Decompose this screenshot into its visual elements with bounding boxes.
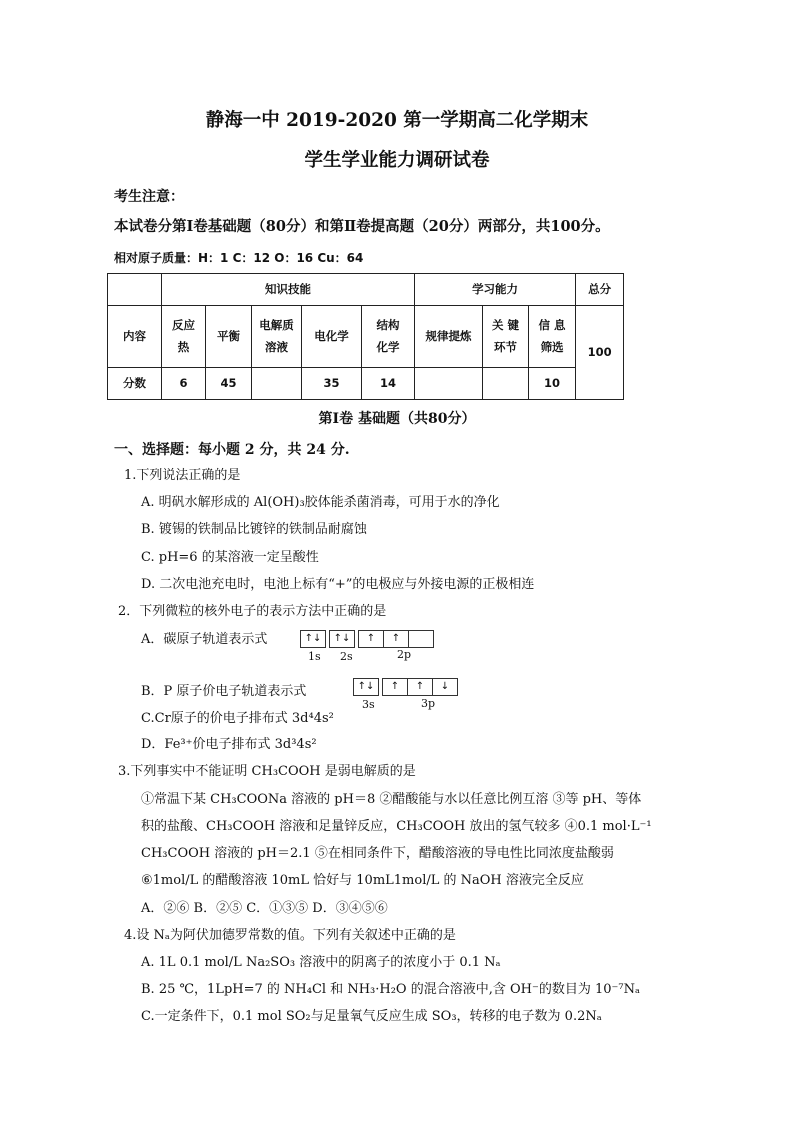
q3-line: 积的盐酸、CH₃COOH 溶液和足量锌反应，CH₃COOH 放出的氢气较多 ④0.1 mol·L⁻¹ bbox=[141, 819, 652, 834]
q1-stem: 1.下列说法正确的是 bbox=[124, 468, 241, 483]
q3-line: ①常温下某 CH₃COONa 溶液的 pH＝8 ②醋酸能与水以任意比例互溶 ③等 pH、等体 bbox=[141, 792, 642, 807]
orbital-box: ↓ bbox=[432, 678, 458, 696]
col-electrolyte: 电解质 溶液 bbox=[252, 306, 302, 368]
orbital-box: ↑↓ bbox=[300, 630, 326, 648]
score-info: 10 bbox=[529, 368, 576, 400]
notice-heading: 考生注意： bbox=[114, 189, 184, 205]
col-key: 关 键 环节 bbox=[483, 306, 529, 368]
q4-stem: 4.设 Nₐ为阿伏加德罗常数的值。下列有关叙述中正确的是 bbox=[124, 928, 456, 943]
score-rules bbox=[415, 368, 483, 400]
col-electrochem: 电化学 bbox=[302, 306, 362, 368]
q3-line: ⑥1mol/L 的醋酸溶液 10mL 恰好与 10mL1mol/L 的 NaOH 溶液完全反应 bbox=[141, 873, 584, 888]
score-key bbox=[483, 368, 529, 400]
orbital-label: 2p bbox=[397, 648, 412, 661]
q2-stem: 2．下列微粒的核外电子的表示方法中正确的是 bbox=[118, 604, 387, 619]
orbital-label: 3s bbox=[362, 698, 375, 711]
q3-stem: 3.下列事实中不能证明 CH₃COOH 是弱电解质的是 bbox=[118, 764, 416, 779]
exam-title: 静海一中 2019-2020 第一学期高二化学期末 bbox=[205, 110, 589, 131]
orbital-box: ↑ bbox=[382, 678, 408, 696]
orbital-box: ↑ bbox=[358, 630, 384, 648]
score-table bbox=[107, 273, 624, 400]
score-equilibrium: 45 bbox=[206, 368, 252, 400]
carbon-orbital-diagram bbox=[301, 630, 434, 648]
q3-options: A．②⑥ B．②⑤ C．①③⑤ D．③④⑤⑥ bbox=[141, 901, 388, 916]
col-info: 信 息 筛选 bbox=[529, 306, 576, 368]
col-rules: 规律提炼 bbox=[415, 306, 483, 368]
q4-option-c: C.一定条件下，0.1 mol SO₂与足量氧气反应生成 SO₃，转移的电子数为 0.2Nₐ bbox=[141, 1009, 602, 1024]
q4-option-b: B. 25 ℃，1LpH=7 的 NH₄Cl 和 NH₃·H₂O 的混合溶液中,含 OH⁻的数目为 10⁻⁷Nₐ bbox=[141, 982, 640, 997]
row-content-label: 内容 bbox=[108, 306, 162, 368]
orbital-box bbox=[408, 630, 434, 648]
score-structure: 14 bbox=[362, 368, 415, 400]
q4-option-a: A. 1L 0.1 mol/L Na₂SO₃ 溶液中的阴离子的浓度小于 0.1 Nₐ bbox=[141, 955, 501, 970]
q3-line: CH₃COOH 溶液的 pH＝2.1 ⑤在相同条件下，醋酸溶液的导电性比同浓度盐酸弱 bbox=[141, 846, 614, 861]
score-electrolyte bbox=[252, 368, 302, 400]
exam-subtitle: 学生学业能力调研试卷 bbox=[304, 150, 490, 171]
orbital-box: ↑↓ bbox=[329, 630, 355, 648]
orbital-label: 2s bbox=[340, 650, 353, 663]
orbital-label: 3p bbox=[421, 697, 436, 710]
orbital-box: ↑ bbox=[383, 630, 409, 648]
q2-option-b: B．P 原子价电子轨道表示式 bbox=[141, 684, 307, 699]
q1-option-a: A. 明矾水解形成的 Al(OH)₃胶体能杀菌消毒，可用于水的净化 bbox=[141, 495, 500, 510]
score-electrochem: 35 bbox=[302, 368, 362, 400]
q1-option-c: C. pH=6 的某溶液一定呈酸性 bbox=[141, 550, 319, 565]
col-equilibrium: 平衡 bbox=[206, 306, 252, 368]
q2-option-c: C.Cr原子的价电子排布式 3d⁴4s² bbox=[141, 711, 334, 726]
notice-line: 本试卷分第Ⅰ卷基础题（80分）和第Ⅱ卷提高题（20分）两部分，共100分。 bbox=[114, 218, 610, 235]
total-label: 总分 bbox=[576, 274, 624, 306]
q2-option-d: D．Fe³⁺价电子排布式 3d³4s² bbox=[141, 737, 317, 752]
part-heading: 一、选择题：每小题 2 分，共 24 分. bbox=[114, 442, 350, 458]
table-corner bbox=[108, 274, 162, 306]
group-knowledge: 知识技能 bbox=[162, 274, 415, 306]
row-score-label: 分数 bbox=[108, 368, 162, 400]
atomic-mass: 相对原子质量：H：1 C：12 O：16 Cu：64 bbox=[114, 251, 364, 265]
col-reaction-heat: 反应 热 bbox=[162, 306, 206, 368]
total-value: 100 bbox=[576, 306, 624, 400]
q2-option-a: A．碳原子轨道表示式 bbox=[141, 632, 268, 647]
orbital-box: ↑↓ bbox=[353, 678, 379, 696]
section-heading: 第Ⅰ卷 基础题（共80分） bbox=[318, 411, 476, 427]
q1-option-b: B. 镀锡的铁制品比镀锌的铁制品耐腐蚀 bbox=[141, 522, 367, 537]
score-reaction-heat: 6 bbox=[162, 368, 206, 400]
phosphorus-orbital-diagram bbox=[354, 678, 458, 696]
orbital-label: 1s bbox=[308, 650, 321, 663]
orbital-box: ↑ bbox=[407, 678, 433, 696]
group-learning: 学习能力 bbox=[415, 274, 576, 306]
col-structure: 结构 化学 bbox=[362, 306, 415, 368]
q1-option-d: D. 二次电池充电时，电池上标有“+”的电极应与外接电源的正极相连 bbox=[141, 577, 535, 592]
